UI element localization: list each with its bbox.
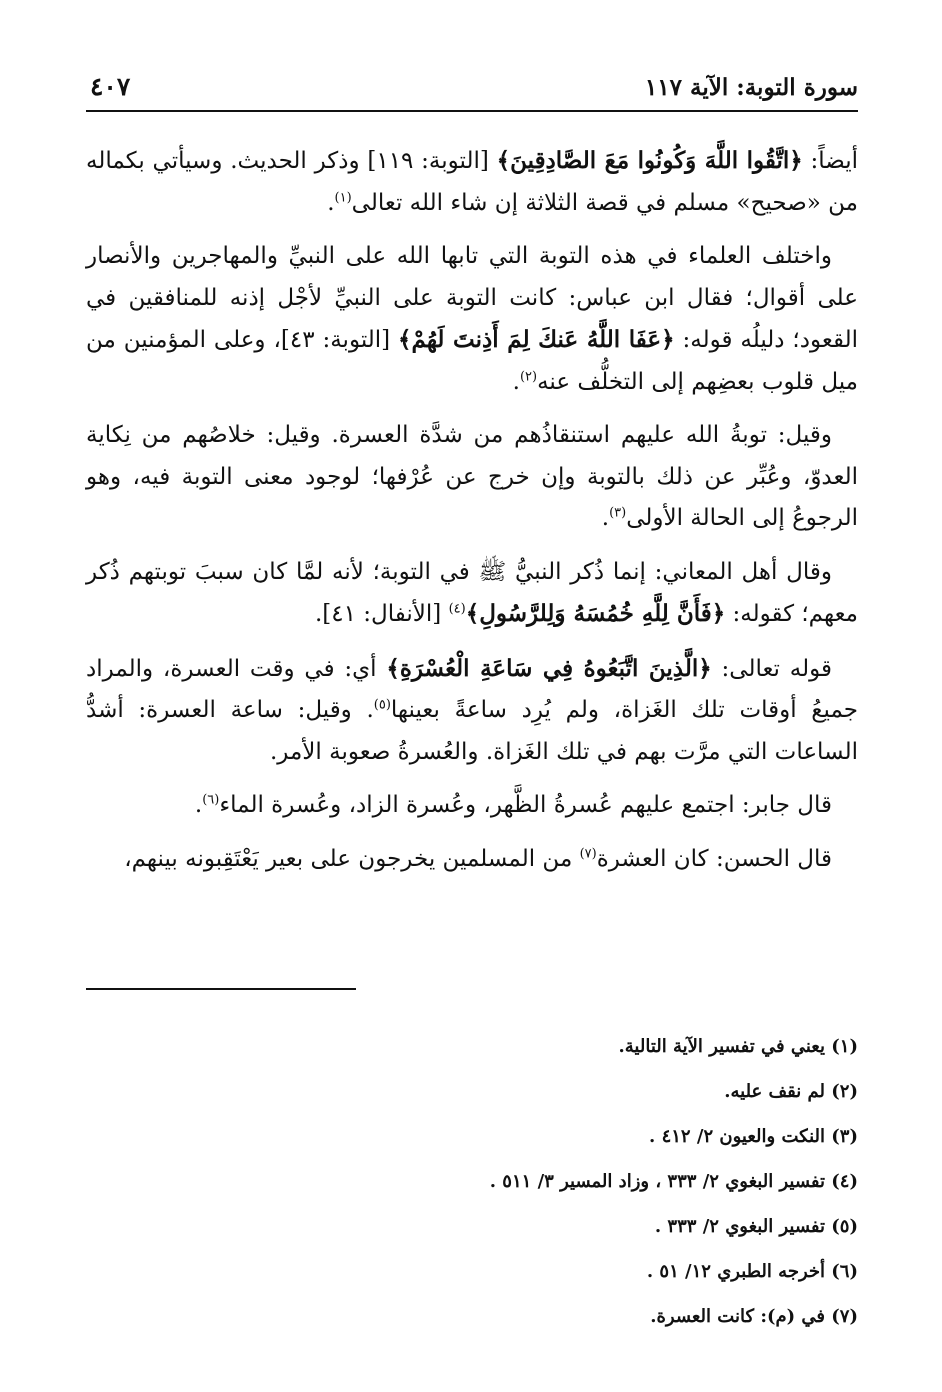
page-number: ٤٠٧ xyxy=(90,72,131,101)
quran-quote: ﴿فَأَنَّ لِلَّهِ خُمُسَهُ وَلِلرَّسُولِ﴾ xyxy=(465,600,726,627)
footnote-marker: (٧) xyxy=(579,845,597,861)
footnote-1: (١) يعني في تفسير الآية التالية. xyxy=(618,1036,858,1057)
text-run: . وقيل: ساعة العسرة: أشدُّ الساعات التي مرَّت بهم في تلك الغَزاة. والعُسرةُ صعوبة الأمر. xyxy=(86,697,858,765)
paragraph-5 xyxy=(86,648,858,774)
footnote-2: (٢) لم نقف عليه. xyxy=(724,1081,858,1102)
footnote-3: (٣) النكت والعيون ٢/ ٤١٢ . xyxy=(649,1126,858,1147)
text-run: . xyxy=(194,792,203,818)
text-run: وقيل: توبةُ الله عليهم استنقاذُهم من شدَّة العسرة. وقيل: خلاصُهم من نِكاية العدوّ، وعُبِّر عن ذلك بالتوبة وإن خرج عن عُرْفها؛ لوجود معنى التوبة فيه، وهو الرجوعُ إلى الحالة الأولى xyxy=(86,422,858,531)
text-run: واختلف العلماء في هذه التوبة التي تابها الله على النبيِّ والمهاجرين والأنصار على أقوال؛ فقال ابن عباس: كانت التوبة على النبيِّ لأجْل إذنه للمنافقين في القعود؛ دليلُه قوله: xyxy=(86,243,858,353)
paragraph-6 xyxy=(86,785,858,827)
footnote-6: (٦) أخرجه الطبري ١٢/ ٥١ . xyxy=(646,1261,858,1282)
footnote-marker: (٥) xyxy=(373,697,391,713)
paragraph-7 xyxy=(86,839,858,881)
paragraph-2 xyxy=(86,236,858,403)
text-run: من المسلمين يخرجون على بعير يَعْتَقِبونه بينهم، xyxy=(124,845,580,872)
footnote-marker: (٦) xyxy=(202,792,220,808)
running-header xyxy=(86,70,858,112)
quran-quote: ﴿عَفَا اللَّهُ عَنكَ لِمَ أَذِنتَ لَهُمْ﴾ xyxy=(398,326,675,353)
footnote-5: (٥) تفسير البغوي ٢/ ٣٣٣ . xyxy=(654,1216,858,1237)
text-run: [التوبة: ٤٣]، وعلى المؤمنين من ميل قلوب بعضِهم إلى التخلُّف عنه xyxy=(86,327,858,395)
footnote-4: (٤) تفسير البغوي ٢/ ٣٣٣ ، وزاد المسير ٣/ ٥١١ . xyxy=(489,1171,858,1192)
footnotes xyxy=(86,1024,858,1339)
footnote-marker: (٤) xyxy=(448,601,466,617)
text-run: قال جابر: اجتمع عليهم عُسرةُ الظَّهر، وعُسرة الزاد، وعُسرة الماء xyxy=(219,792,832,818)
text-run: وقال أهل المعاني: إنما ذُكر النبيُّ ﷺ في التوبة؛ لأنه لمَّا كان سببَ توبتهم ذُكر معهم؛ كقوله: xyxy=(86,558,858,627)
running-title: سورة التوبة: الآية ١١٧ xyxy=(644,74,858,101)
text-run: [التوبة: ١١٩] وذكر الحديث. وسيأتي بكماله من «صحيح» مسلم في قصة الثلاثة إن شاء الله تعالى xyxy=(86,148,858,216)
text-run: [الأنفال: ٤١]. xyxy=(314,601,449,627)
text-run: أيضاً: xyxy=(802,148,859,174)
footnote-marker: (٢) xyxy=(519,368,538,384)
footnote-marker: (١) xyxy=(334,189,352,205)
text-run: . xyxy=(512,368,520,395)
footnote-7: (٧) في (م): كانت العسرة. xyxy=(650,1306,858,1327)
quran-quote: ﴿اتَّقُوا اللَّهَ وَكُونُوا مَعَ الصَّادِقِينَ﴾ xyxy=(496,147,803,174)
footnote-marker: (٣) xyxy=(609,505,627,521)
book-page xyxy=(86,0,858,1392)
paragraph-4 xyxy=(86,552,858,636)
main-text xyxy=(86,140,858,892)
paragraph-3 xyxy=(86,415,858,540)
text-run: . xyxy=(601,505,610,531)
quran-quote: ﴿الَّذِينَ اتَّبَعُوهُ فِي سَاعَةِ الْعُسْرَةِ﴾ xyxy=(386,654,712,682)
text-run: أي: في وقت العسرة، والمراد جميعُ أوقات تلك الغَزاة، ولم يُرِد ساعةً بعينها xyxy=(86,655,858,723)
text-run: . xyxy=(327,189,335,216)
footnote-divider xyxy=(86,988,356,990)
text-run: قال الحسن: كان العشرة xyxy=(596,845,832,872)
text-run: قوله تعالى: xyxy=(711,655,832,682)
paragraph-1 xyxy=(86,140,858,224)
